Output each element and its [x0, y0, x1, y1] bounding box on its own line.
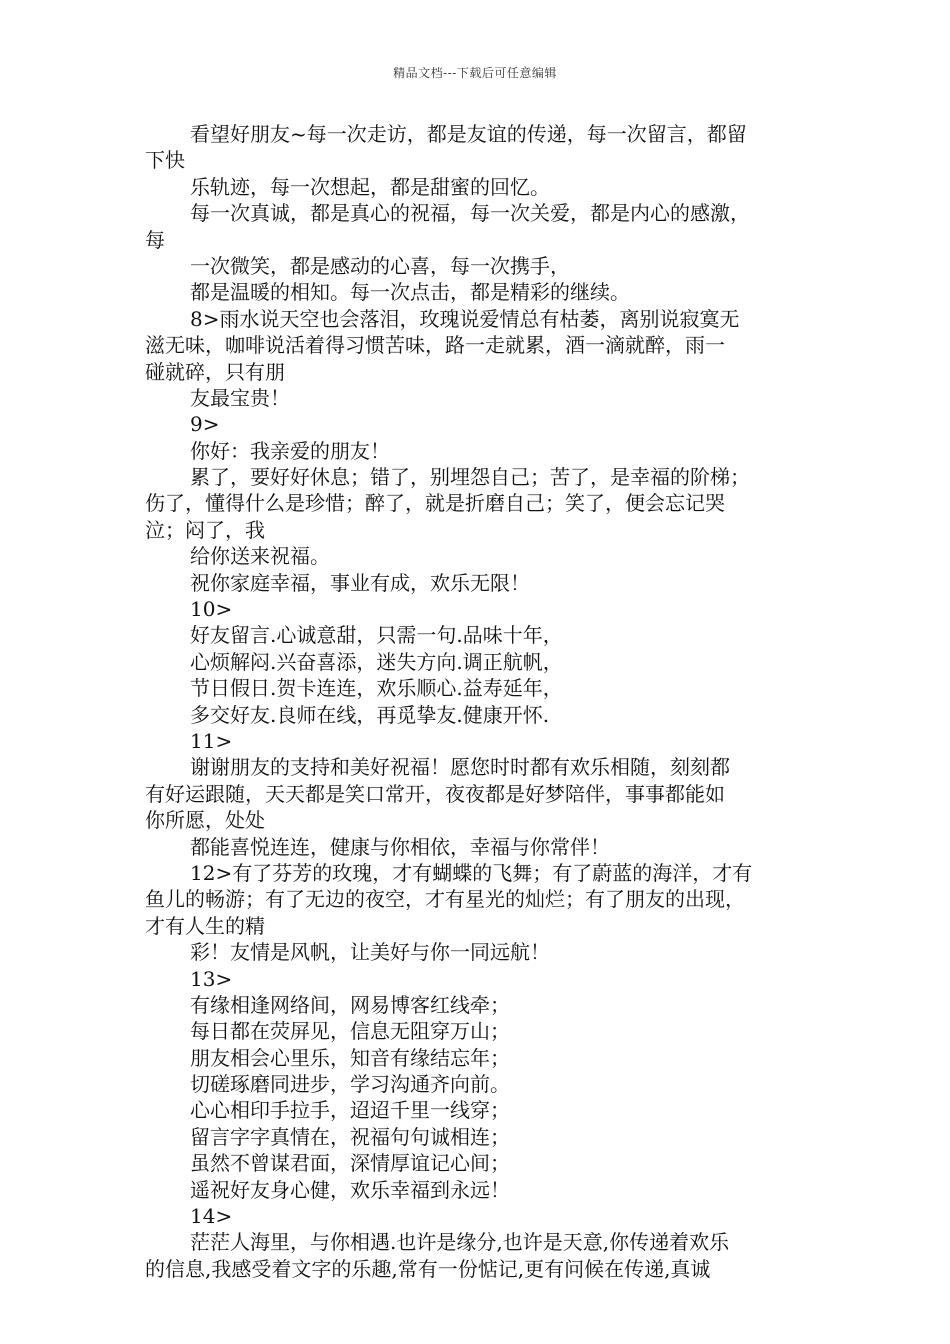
document-body [145, 121, 825, 1282]
text-line: 遥祝好友身心健，欢乐幸福到永远！ [190, 1177, 510, 1202]
text-line: 滋无味，咖啡说活着得习惯苦味，路一走就累，酒一滴就醉，雨一 [145, 333, 725, 358]
text-line: 都是温暖的相知。每一次点击，都是精彩的继续。 [190, 280, 630, 305]
text-line: 你所愿，处处 [145, 808, 265, 833]
text-line: 好友留言.心诚意甜，只需一句.品味十年， [190, 623, 563, 648]
text-line: 泣；闷了，我 [145, 517, 265, 542]
text-line: 有缘相逢网络间，网易博客红线牵； [190, 992, 510, 1017]
text-line: 你好：我亲爱的朋友！ [190, 438, 390, 463]
text-line: 朋友相会心里乐，知音有缘结忘年； [190, 1045, 510, 1070]
text-line: 累了，要好好休息；错了，别埋怨自己；苦了，是幸福的阶梯； [190, 465, 750, 490]
text-line: 鱼儿的畅游；有了无边的夜空，才有星光的灿烂；有了朋友的出现， [145, 887, 745, 912]
text-line: 14> [190, 1204, 233, 1229]
text-line: 伤了，懂得什么是珍惜；醉了，就是折磨自己；笑了，便会忘记哭 [145, 491, 725, 516]
text-line: 每日都在荧屏见，信息无阻穿万山； [190, 1019, 510, 1044]
text-line: 11> [190, 728, 233, 753]
text-line: 茫茫人海里，与你相遇.也许是缘分,也许是天意,你传递着欢乐 [190, 1230, 730, 1255]
text-line: 一次微笑，都是感动的心喜，每一次携手， [190, 253, 570, 278]
text-line: 9> [190, 412, 220, 437]
text-line: 有好运跟随，天天都是笑口常开，夜夜都是好梦陪伴，事事都能如 [145, 781, 725, 806]
text-line: 切磋琢磨同进步，学习沟通齐向前。 [190, 1072, 510, 1097]
text-line: 13> [190, 966, 233, 991]
text-line: 节日假日.贺卡连连，欢乐顺心.益寿延年， [190, 676, 563, 701]
text-line: 都能喜悦连连，健康与你相依，幸福与你常伴！ [190, 834, 610, 859]
text-line: 8>雨水说天空也会落泪，玫瑰说爱情总有枯萎，离别说寂寞无 [190, 306, 740, 331]
text-line: 谢谢朋友的支持和美好祝福！愿您时时都有欢乐相随，刻刻都 [190, 755, 730, 780]
text-line: 虽然不曾谋君面，深情厚谊记心间； [190, 1151, 510, 1176]
text-line: 每一次真诚，都是真心的祝福，每一次关爱，都是内心的感激， [190, 201, 750, 226]
text-line: 给你送来祝福。 [190, 544, 330, 569]
text-line: 下快 [145, 148, 185, 173]
text-line: 乐轨迹，每一次想起，都是甜蜜的回忆。 [190, 174, 550, 199]
text-line: 心心相印手拉手，迢迢千里一线穿； [190, 1098, 510, 1123]
text-line: 每 [145, 227, 165, 252]
page-header: 精品文档---下载后可任意编辑 [393, 66, 557, 80]
text-line: 留言字字真情在，祝福句句诚相连； [190, 1124, 510, 1149]
text-line: 祝你家庭幸福，事业有成，欢乐无限！ [190, 570, 530, 595]
text-line: 碰就碎，只有朋 [145, 359, 285, 384]
text-line: 12>有了芬芳的玫瑰，才有蝴蝶的飞舞；有了蔚蓝的海洋，才有 [190, 860, 753, 885]
text-line: 彩！友情是风帆，让美好与你一同远航！ [190, 940, 550, 965]
text-line: 10> [190, 597, 233, 622]
text-line: 看望好朋友~每一次走访，都是友谊的传递，每一次留言，都留 [190, 122, 747, 146]
text-line: 的信息,我感受着文字的乐趣,常有一份惦记,更有问候在传递,真诚 [145, 1256, 711, 1281]
text-line: 心烦解闷.兴奋喜添，迷失方向.调正航帆， [190, 649, 563, 674]
text-line: 才有人生的精 [145, 913, 265, 938]
text-line: 友最宝贵！ [190, 385, 290, 410]
text-line: 多交好友.良师在线，再觅挚友.健康开怀. [190, 702, 550, 727]
